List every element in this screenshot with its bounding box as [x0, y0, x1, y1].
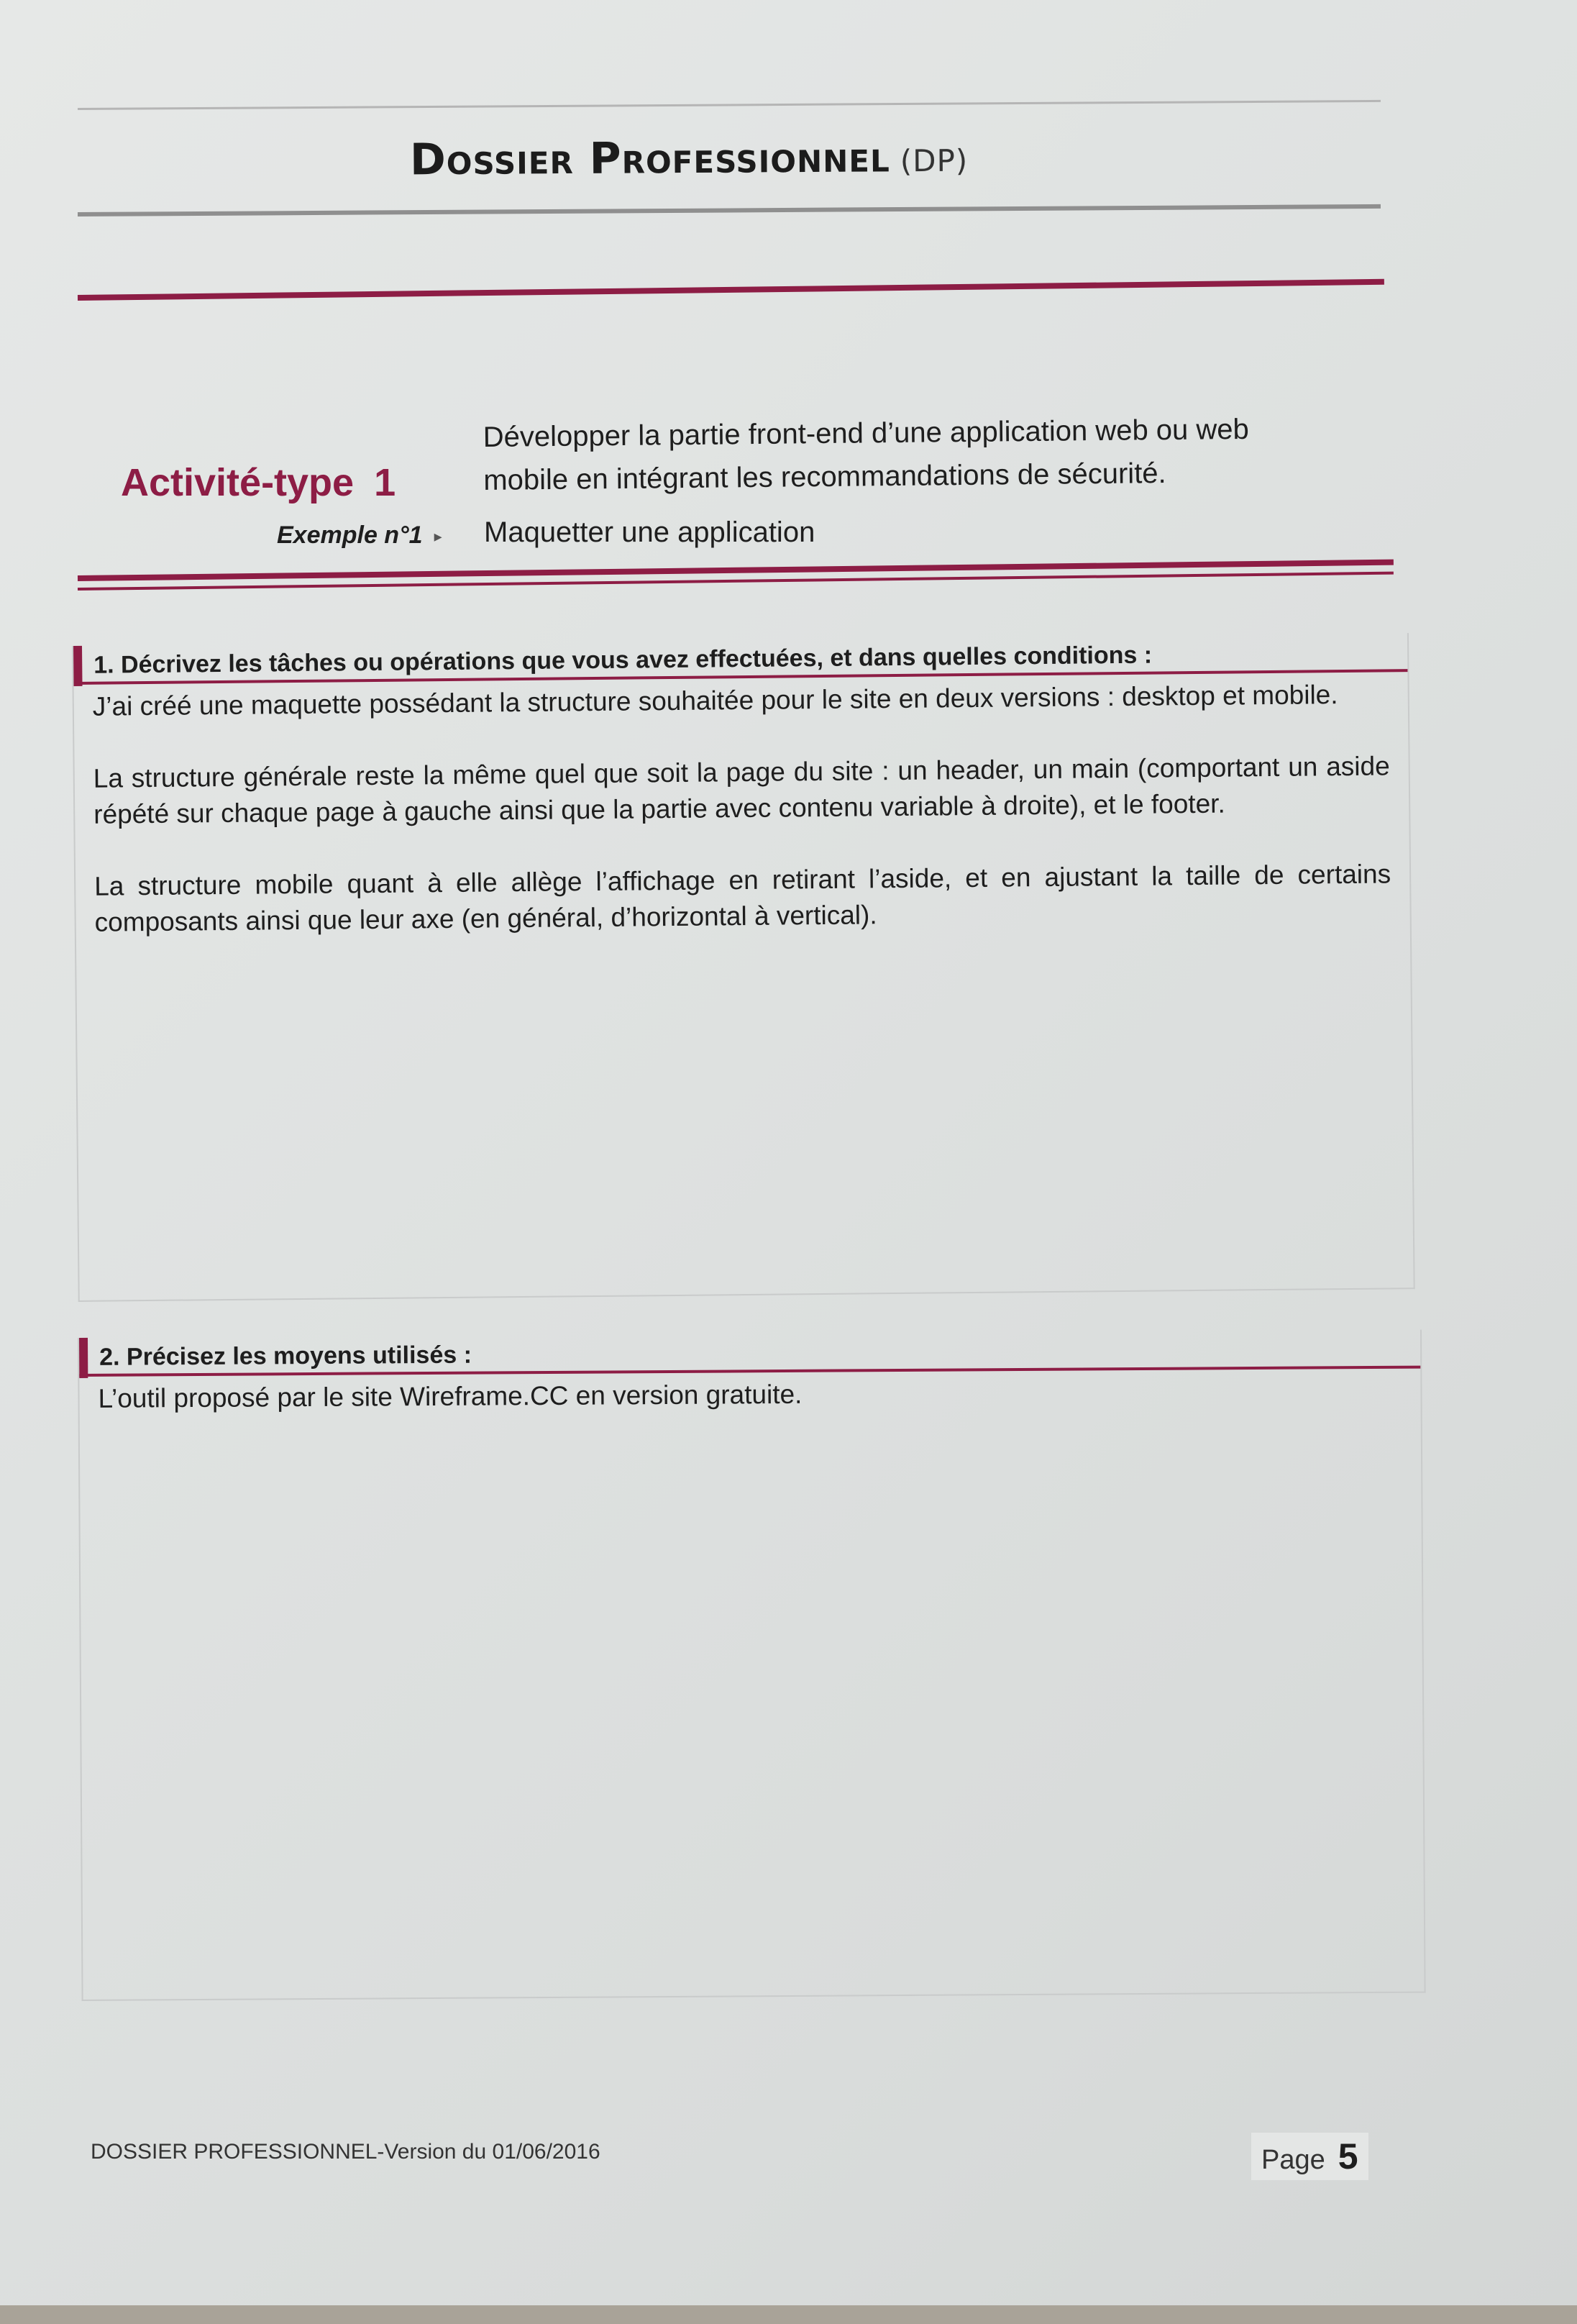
activity-description-line-2: mobile en intégrant les recommandations de sécurité. [483, 457, 1166, 496]
document-title-main: Dossier Professionnel [409, 132, 890, 186]
section-tasks-heading: 1. Décrivez les tâches ou opérations que vous avez effectuées, et dans quelles conditions : [93, 641, 1153, 679]
example-label-text: Exemple n°1 [277, 521, 423, 549]
section-means-heading: 2. Précisez les moyens utilisés : [99, 1341, 472, 1371]
activity-type-label [121, 460, 396, 505]
section-tasks-paragraph: J’ai créé une maquette possédant la structure souhaitée pour le site en deux versions : desktop et mobile. [92, 680, 1338, 721]
activity-description [483, 406, 1375, 502]
section-tasks-header [73, 633, 1407, 685]
section-means-body [98, 1373, 1402, 1453]
desk-surface [0, 2305, 1577, 2324]
document-title-sub: (DP) [900, 142, 969, 179]
footer-page-number: 5 [1338, 2136, 1358, 2177]
document-title [410, 132, 969, 186]
example-label [277, 521, 442, 550]
section-tasks [72, 633, 1415, 1302]
section-tasks-body [93, 676, 1392, 976]
activity-description-line-1: Développer la partie front-end d’une application web ou web [483, 413, 1249, 454]
footer-page-label: Page [1261, 2145, 1325, 2175]
triangle-right-icon: ▸ [434, 527, 442, 546]
header-bottom-rule [78, 204, 1381, 217]
accent-rule-top [78, 279, 1384, 301]
section-marker-bar [79, 1338, 88, 1378]
section-marker-bar [73, 646, 83, 686]
footer-page-indicator [1251, 2133, 1368, 2180]
section-tasks-paragraph: La structure générale reste la même quel que soit la page du site : un header, un main (comportant un aside répété sur chaque page à gauche ainsi que la partie avec contenu variable à droite), et le footer. [93, 751, 1390, 829]
activity-type-text: Activité-type [121, 461, 355, 504]
activity-type-number: 1 [374, 461, 396, 504]
section-means-header [79, 1330, 1420, 1377]
accent-rule-double-top [78, 560, 1394, 581]
header-top-rule [78, 100, 1381, 110]
section-means [78, 1330, 1426, 2001]
section-tasks-paragraph: La structure mobile quant à elle allège l’affichage en retirant l’aside, et en ajustant la taille de certains composants ainsi que leur axe (en général, d’horizontal à vertical). [94, 859, 1391, 937]
example-value: Maquetter une application [484, 516, 815, 548]
footer-version: DOSSIER PROFESSIONNEL-Version du 01/06/2016 [91, 2140, 600, 2164]
section-means-paragraph: L’outil proposé par le site Wireframe.CC en version gratuite. [98, 1379, 803, 1413]
